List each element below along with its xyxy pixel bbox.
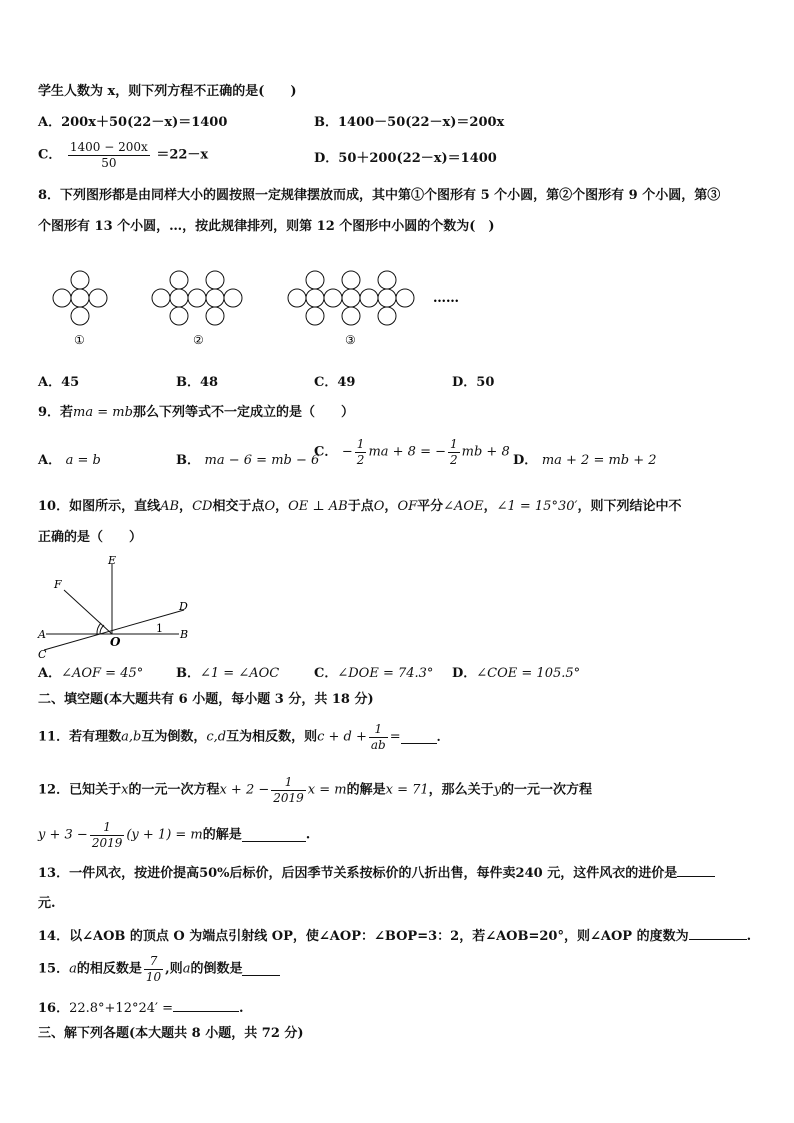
ray-of bbox=[64, 590, 112, 634]
q7-stem: 学生人数为 x，则下列方程不正确的是( ) bbox=[38, 84, 297, 99]
fig2-circle bbox=[170, 307, 188, 325]
fig1-circle bbox=[71, 307, 89, 325]
fig3-circle bbox=[288, 289, 306, 307]
q8-option-a: A．45 bbox=[38, 375, 80, 390]
q9-stem: 9．若ma = mb那么下列等式不一定成立的是（ ） bbox=[38, 405, 354, 420]
fig2-circle bbox=[152, 289, 170, 307]
fig3-circle bbox=[324, 289, 342, 307]
fig1-circle bbox=[89, 289, 107, 307]
label-b: B bbox=[180, 628, 189, 641]
q9-option-b: B． ma − 6 = mb − 6 bbox=[176, 453, 320, 468]
fig1-circle bbox=[53, 289, 71, 307]
fig2-label: ② bbox=[193, 333, 204, 347]
q12-line2: y + 3 − $\frac{1}{2019}$ (y + 1) = m的解是 . bbox=[38, 820, 311, 850]
q8-circle-figures bbox=[40, 262, 500, 352]
q7-option-a: A．200x＋50(22－x)＝1400 bbox=[38, 115, 228, 130]
answer-blank[interactable] bbox=[401, 731, 437, 744]
fig3-circle bbox=[396, 289, 414, 307]
label-angle-1: 1 bbox=[156, 622, 163, 635]
fig2-circle bbox=[206, 271, 224, 289]
fig2-circle bbox=[206, 307, 224, 325]
q10-option-b: B．∠1 = ∠AOC bbox=[176, 666, 280, 681]
label-f: F bbox=[54, 578, 62, 591]
q10-option-d: D．∠COE = 105.5° bbox=[452, 666, 581, 681]
label-o: O bbox=[110, 635, 121, 649]
q11: 11．若有理数a,b互为倒数，c,d互为相反数，则c + d + $\frac{1}{ab}$ = ． bbox=[38, 722, 450, 752]
label-c: C bbox=[38, 648, 47, 661]
q8-line2: 个图形有 13 个小圆，…，按此规律排列，则第 12 个图形中小圆的个数为( ) bbox=[38, 219, 495, 234]
q7-option-b: B．1400－50(22－x)＝200x bbox=[314, 115, 505, 130]
fig2-circle bbox=[206, 289, 224, 307]
section3-heading: 三、解下列各题(本大题共 8 小题，共 72 分) bbox=[38, 1026, 304, 1041]
fig2-circle bbox=[188, 289, 206, 307]
label-e: E bbox=[108, 554, 117, 567]
label-a: A bbox=[38, 628, 46, 641]
q16: 16．22.8°+12°24′ = . bbox=[38, 1001, 244, 1016]
q8-line1: 8．下列图形都是由同样大小的圆按照一定规律摆放而成，其中第①个图形有 5 个小圆，第②个图形有 9 个小圆，第③ bbox=[38, 188, 721, 203]
q8-option-b: B．48 bbox=[176, 375, 219, 390]
q7-option-d: D．50＋200(22－x)＝1400 bbox=[314, 151, 497, 166]
fig3-circle bbox=[306, 271, 324, 289]
q8-option-d: D．50 bbox=[452, 375, 495, 390]
label-d: D bbox=[179, 600, 188, 613]
fig3-circle bbox=[378, 271, 396, 289]
q8-option-c: C．49 bbox=[314, 375, 356, 390]
q10-option-a: A．∠AOF = 45° bbox=[38, 666, 144, 681]
fig3-circle bbox=[342, 307, 360, 325]
answer-blank[interactable] bbox=[242, 829, 306, 842]
fig3-circle bbox=[342, 271, 360, 289]
q10-line1: 10．如图所示，直线AB，CD相交于点O，OE ⊥ AB于点O，OF平分∠AOE，∠1 = 15°30′，则下列结论中不 bbox=[38, 499, 682, 514]
q9-option-c: C． − $\frac{1}{2}$ ma + 8 = − $\frac{1}{2}$ mb + 8 bbox=[314, 437, 510, 467]
q14: 14．以∠AOB 的顶点 O 为端点引射线 OP，使∠AOP：∠BOP=3：2，若∠AOB=20°，则∠AOP 的度数为 . bbox=[38, 929, 752, 944]
section2-heading: 二、填空题(本大题共有 6 小题，每小题 3 分，共 18 分) bbox=[38, 692, 374, 707]
q7-option-c: C． $\frac{1400 - 200x}{50}$ ＝22－x bbox=[38, 140, 209, 170]
q13-line1: 13．一件风衣，按进价提高50%后标价，后因季节关系按标价的八折出售，每件卖240 元，这件风衣的进价是 bbox=[38, 864, 715, 882]
answer-blank[interactable] bbox=[173, 999, 239, 1012]
q10-line2: 正确的是（ ） bbox=[38, 530, 143, 545]
q10-option-c: C．∠DOE = 74.3° bbox=[314, 666, 434, 681]
fig-ellipsis: …… bbox=[433, 291, 459, 306]
q12-line1: 12．已知关于x的一元一次方程x + 2 − $\frac{1}{2019}$ x = m的解是x = 71，那么关于y的一元一次方程 bbox=[38, 775, 593, 805]
q9-option-d: D． ma + 2 = mb + 2 bbox=[513, 453, 657, 468]
fig1-circle bbox=[71, 271, 89, 289]
fig3-circle bbox=[378, 289, 396, 307]
fig3-circle bbox=[360, 289, 378, 307]
fig3-circle bbox=[342, 289, 360, 307]
fig2-circle bbox=[170, 289, 188, 307]
fig3-label: ③ bbox=[345, 333, 356, 347]
fig3-circle bbox=[378, 307, 396, 325]
fig1-label: ① bbox=[74, 333, 85, 347]
q13-line2: 元. bbox=[38, 896, 56, 911]
q10-angle-figure bbox=[34, 552, 204, 662]
fig3-circle bbox=[306, 307, 324, 325]
fig3-circle bbox=[306, 289, 324, 307]
q15: 15．a的相反数是 $\frac{7}{10}$ ,则a的倒数是 bbox=[38, 954, 280, 985]
fig2-circle bbox=[224, 289, 242, 307]
answer-blank[interactable] bbox=[689, 927, 747, 940]
answer-blank[interactable] bbox=[677, 864, 715, 877]
fig2-circle bbox=[170, 271, 188, 289]
answer-blank[interactable] bbox=[242, 963, 280, 976]
fig1-circle bbox=[71, 289, 89, 307]
q9-option-a: A． a = b bbox=[38, 453, 101, 468]
q7-c-fraction: $\frac{1400 - 200x}{50}$ bbox=[69, 140, 148, 170]
